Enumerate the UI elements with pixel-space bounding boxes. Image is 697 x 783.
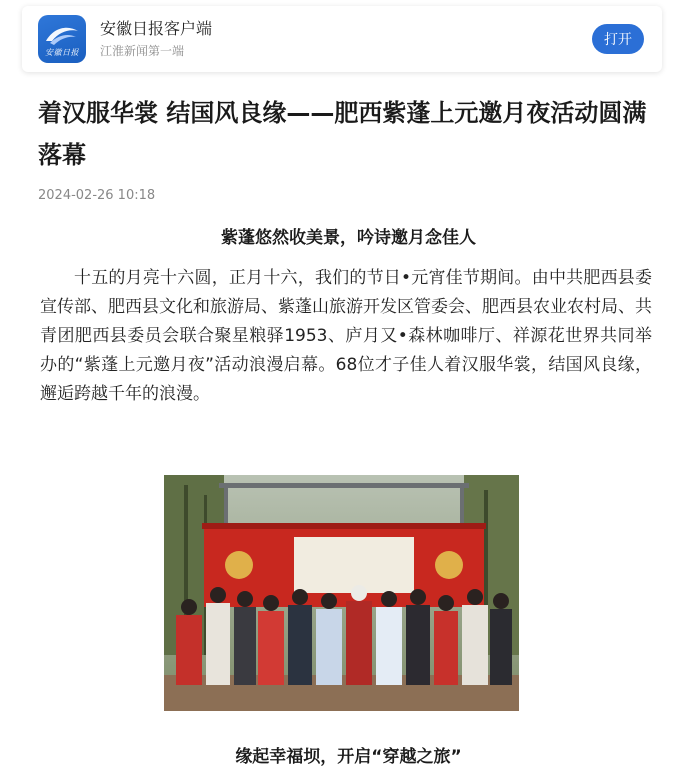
article-paragraph: 十五的月亮十六圆，正月十六，我们的节日•元宵佳节期间。由中共肥西县委宣传部、肥西县文化和旅游局、紫蓬山旅游开发区管委会、肥西县农业农村局、共青团肥西县委员会联合聚星粮驿1953、庐月又•森林咖啡厅、祥源花世界共同举办的“紫蓬上元邀月夜”活动浪漫启幕。68位才子佳人着汉服华裳，结国风良缘，邂逅跨越千年的浪漫。	[40, 268, 652, 404]
section-subheading-2: 缘起幸福坝，开启“穿越之旅”	[235, 747, 462, 767]
app-name: 安徽日报客户端	[100, 18, 213, 38]
section-subheading: 紫蓬悠然收美景，吟诗邀月念佳人	[221, 228, 476, 248]
app-slogan: 江淮新闻第一端	[100, 43, 185, 58]
app-info	[100, 19, 212, 60]
article-title: 着汉服华裳 结国风良缘——肥西紫蓬上元邀月夜活动圆满落幕	[38, 99, 647, 169]
app-logo	[38, 15, 86, 63]
article-photo[interactable]	[164, 475, 519, 711]
hanfu-group-photo	[164, 475, 519, 711]
article-date: 2024-02-26 10:18	[38, 188, 156, 203]
logo-text: 安徽日报	[45, 48, 79, 57]
app-download-banner[interactable]	[22, 6, 662, 72]
open-app-button[interactable]: 打开	[592, 24, 644, 54]
